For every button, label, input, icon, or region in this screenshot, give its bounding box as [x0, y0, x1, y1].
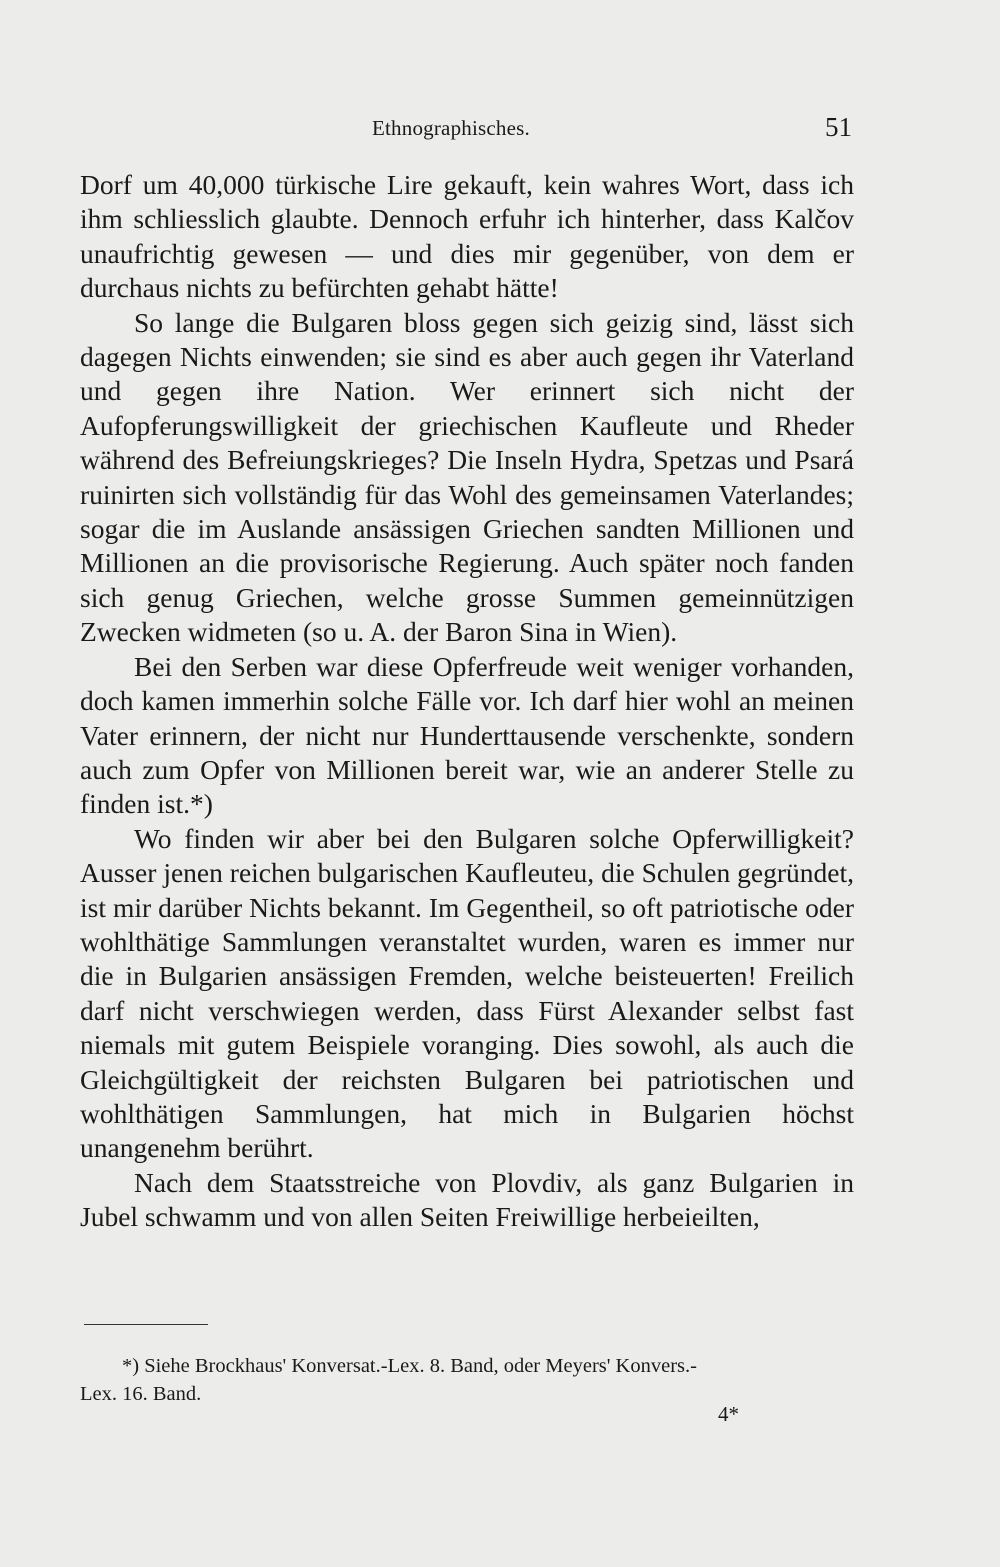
running-head: Ethnographisches.	[372, 116, 530, 140]
page-number: 51	[825, 112, 852, 142]
footnote-line: *) Siehe Brockhaus' Konversat.-Lex. 8. Band, oder Meyers' Konvers.-	[122, 1355, 697, 1377]
paragraph: Dorf um 40,000 türkische Lire gekauft, kein wahres Wort, dass ich ihm schliesslich glaubte. Dennoch erfuhr ich hinterher, dass Kalčov unaufrichtig gewesen — und dies mir gegenüber, von dem er durchaus nichts zu befürchten gehabt hätte!	[80, 169, 854, 304]
page-header	[80, 112, 852, 146]
body-text	[80, 168, 854, 1235]
paragraph: So lange die Bulgaren bloss gegen sich geizig sind, lässt sich dagegen Nichts einwenden; sie sind es aber auch gegen ihr Vaterland und gegen ihre Nation. Wer erinnert sich nicht der Aufopferungswilligkeit der griechischen Kaufleute und Rheder während des Befreiungskrieges? Die Inseln Hydra, Spetzas und Psará ruinirten sich vollständig für das Wohl des gemeinsamen Vaterlandes; sogar die im Auslande ansässigen Griechen sandten Millionen und Millionen an die provisorische Regierung. Auch später noch fanden sich genug Griechen, welche grosse Summen gemeinnützigen Zwecken widmeten (so u. A. der Baron Sina in Wien).	[80, 306, 854, 648]
paragraph: Nach dem Staatsstreiche von Plovdiv, als ganz Bulgarien in Jubel schwamm und von allen Seiten Freiwillige herbeieilten,	[80, 1166, 854, 1233]
footnote	[80, 1352, 860, 1408]
paragraph: Bei den Serben war diese Opferfreude weit weniger vorhanden, doch kamen immerhin solche Fälle vor. Ich darf hier wohl an meinen Vater erinnern, der nicht nur Hunderttausende verschenkte, sondern auch zum Opfer von Millionen bereit war, wie an anderer Stelle zu finden ist.*)	[80, 650, 854, 820]
signature-mark: 4*	[718, 1402, 739, 1426]
paragraph: Wo finden wir aber bei den Bulgaren solche Opferwilligkeit? Ausser jenen reichen bulgarischen Kaufleuteu, die Schulen gegründet, ist mir darüber Nichts bekannt. Im Gegentheil, so oft patriotische oder wohlthätige Sammlungen veranstaltet wurden, waren es immer nur die in Bulgarien ansässigen Fremden, welche beisteuerten! Freilich darf nicht verschwiegen werden, dass Fürst Alexander selbst fast niemals mit gutem Beispiele voranging. Dies sowohl, als auch die Gleichgültigkeit der reichsten Bulgaren bei patriotischen und wohlthätigen Sammlungen, hat mich in Bulgarien höchst unangenehm berührt.	[80, 822, 854, 1164]
footnote-line: Lex. 16. Band.	[80, 1383, 202, 1405]
footnote-rule	[84, 1324, 208, 1325]
